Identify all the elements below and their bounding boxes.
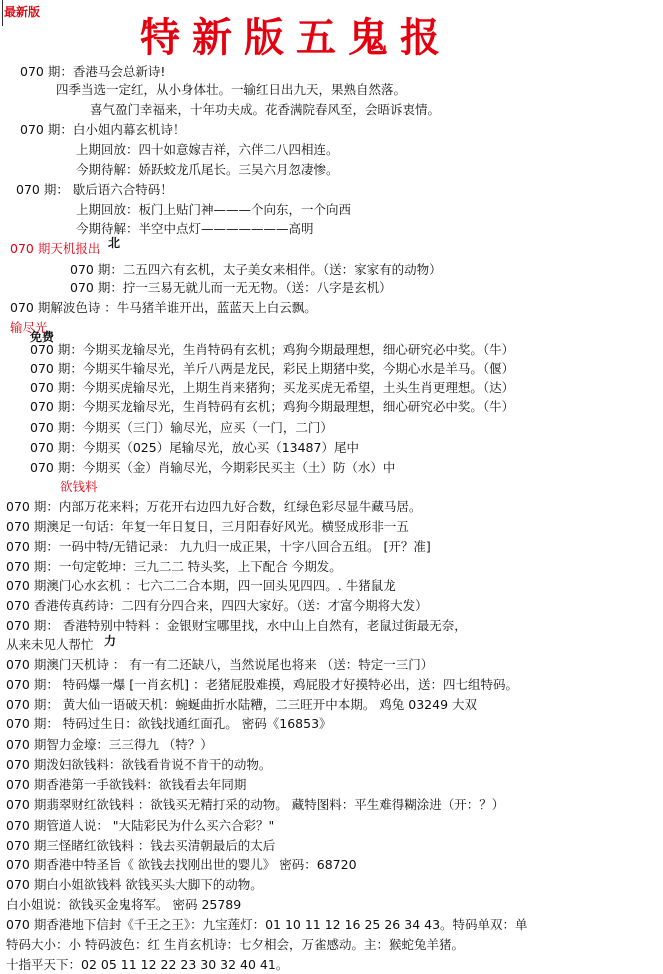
edition-label: 最新版 bbox=[4, 5, 41, 19]
yuqian-row: 070 期：内部万花来料；万花开右边四九好合数，红绿色彩尽显牛藏马居。 bbox=[6, 499, 422, 514]
poem2-heading: 070 期：白小姐内幕玄机诗！ bbox=[20, 122, 186, 137]
riddle-line: 今期待解：半空中点灯———————高明 bbox=[76, 221, 314, 236]
shu-row: 070 期：今期买龙输尽光，生肖特码有玄机；鸡狗今期最理想，细心研究必中奖。（牛） bbox=[30, 399, 515, 414]
shu-row: 070 期：今期买（025）尾输尽光，放心买（13487）尾中 bbox=[30, 440, 359, 455]
yuqian-row: 070 期：一句定乾坤：三九二二 特头奖，上下配合 今期发。 bbox=[6, 559, 342, 574]
yuqian-row: 070 期澳门天机诗 ： 有一有二还缺八，当然说尾也将来 （送：特定一三门） bbox=[6, 657, 434, 672]
yuqian-row: 070 期管道人说： "大陆彩民为什么买六合彩？" bbox=[6, 818, 275, 833]
shu-row: 070 期：今期买虎输尽光，上期生肖来猪狗；买龙买虎无希望，土头生肖更理想。（达） bbox=[30, 380, 515, 395]
free-mark: 免费 bbox=[30, 330, 55, 344]
riddle-heading: 070 期： 歇后语六合特码！ bbox=[16, 182, 173, 197]
yuqian-row: 070 期智力金壕：三三得九 （特？） bbox=[6, 737, 213, 752]
shu-row: 070 期：今期买（三门）输尽光，应买（一门，二门） bbox=[30, 420, 333, 435]
shu-row: 070 期：今期买龙输尽光，生肖特码有玄机；鸡狗今期最理想，细心研究必中奖。（牛） bbox=[30, 342, 515, 357]
corner-rule bbox=[2, 0, 3, 26]
yuqian-row: 070 期香港中特圣旨《 欲钱去找刚出世的婴儿》 密码：68720 bbox=[6, 857, 357, 872]
color-poem-line: 070 期解波色诗 ：牛马猪羊谁开出，蓝蓝天上白云飘。 bbox=[10, 300, 317, 315]
yuqian-row: 070 期三怪睹红欲钱料 ：钱去买清朝最后的太后 bbox=[6, 838, 276, 853]
yuqian-row: 070 期香港地下信封《千王之王》：九宝莲灯：01 10 11 12 16 25 26 34 43。特码单双：单 bbox=[6, 917, 528, 932]
tianji-heading: 070 期天机报出 bbox=[10, 241, 101, 256]
yuqian-row: 070 期澳足一句话：年复一年日复日，三月阳春好风光。横竖成形非一五 bbox=[6, 519, 409, 534]
yuqian-row: 070 期： 特码过生日：欲钱找通红面孔。 密码《16853》 bbox=[6, 716, 332, 731]
yuqian-row: 特码大小：小 特码波色：红 生肖玄机诗：七夕相会，万雀感动。主：猴蛇兔羊猪。 bbox=[6, 937, 464, 952]
yuqian-row: 070 期： 特码爆一爆 [一肖玄机] ：老猪屁股难摸，鸡屁股才好摸特必出，送：四七组特码。 bbox=[6, 677, 519, 692]
shu-row: 070 期：今期买（金）肖输尽光，今期彩民买主（土）防（水）中 bbox=[30, 460, 396, 475]
poem1-line: 四季当选一定红，从小身体壮。一输红日出九天，果熟自然落。 bbox=[56, 82, 407, 97]
poem2-line: 今期待解：娇跃蛟龙爪尾长。三吴六月忽凄惨。 bbox=[76, 162, 339, 177]
yuqian-row: 070 期： 香港特别中特料 ：金银财宝哪里找，水中山上自然有，老鼠过街最无奈， bbox=[6, 618, 467, 633]
tianji-line: 070 期：拧一三易无就儿而一无无物。（送：八字是玄机） bbox=[70, 280, 392, 295]
yuqian-row: 070 香港传真药诗：二四有分四合来，四四大家好。（送：才富今期将大发） bbox=[6, 598, 428, 613]
poem1-heading: 070 期：香港马会总新诗! bbox=[20, 64, 166, 79]
shu-heading: 输尽光 bbox=[10, 320, 48, 335]
yuqian-row: 070 期澳门心水玄机 ：七六二二合本期，四一回头见四四。. 牛猪鼠龙 bbox=[6, 578, 396, 593]
stamp-mark: 北 bbox=[108, 236, 121, 250]
yuqian-row: 070 期： 黄大仙一语破天机：蜿蜒曲折水陆糟，二三旺开中本期。 鸡兔 03249 大双 bbox=[6, 697, 477, 712]
yuqian-row: 十指平天下：02 05 11 12 22 23 30 32 40 41。 bbox=[6, 957, 289, 972]
yuqian-row: 070 期香港第一手欲钱料：欲钱看去年同期 bbox=[6, 777, 247, 792]
riddle-line: 上期回放：板门上贴门神———个向东，一个向西 bbox=[76, 202, 352, 217]
yuqian-heading: 欲钱料 bbox=[60, 479, 98, 494]
yuqian-row: 070 期泼妇欲钱料：欲钱看肯说不肯干的动物。 bbox=[6, 757, 272, 772]
poem2-line: 上期回放：四十如意嫁吉祥，六伴二八四相连。 bbox=[76, 142, 339, 157]
yuqian-row: 白小姐说：欲钱买金鬼将军。 密码 25789 bbox=[6, 897, 242, 912]
yuqian-row: 070 期：一码中特/无错记录： 九九归一成正果，十字八回合五组。 [开？准] bbox=[6, 539, 431, 554]
stamp-mark: 力 bbox=[104, 634, 117, 648]
poem1-line: 喜气盈门幸福来，十年功夫成。花香满院春风至，会晤诉衷情。 bbox=[90, 102, 441, 117]
yuqian-row: 从来未见人帮忙 bbox=[6, 637, 94, 652]
tianji-line: 070 期：二五四六有玄机，太子美女来相伴。（送：家家有的动物） bbox=[70, 262, 442, 277]
tianji-heading-suffix: 出 bbox=[87, 241, 101, 256]
yuqian-row: 070 期白小姐欲钱料 欲钱买头大脚下的动物。 bbox=[6, 877, 263, 892]
shu-row: 070 期：今期买牛输尽光，羊斤八两是龙民，彩民上期猪中奖，今期心水是羊马。（偃） bbox=[30, 361, 515, 376]
page-title: 特新版五鬼报 bbox=[140, 14, 452, 61]
yuqian-row: 070 期翡翠财红欲钱料 ：欲钱买无精打采的动物。 藏特图料：平生难得糊涂进（开：？） bbox=[6, 797, 505, 812]
